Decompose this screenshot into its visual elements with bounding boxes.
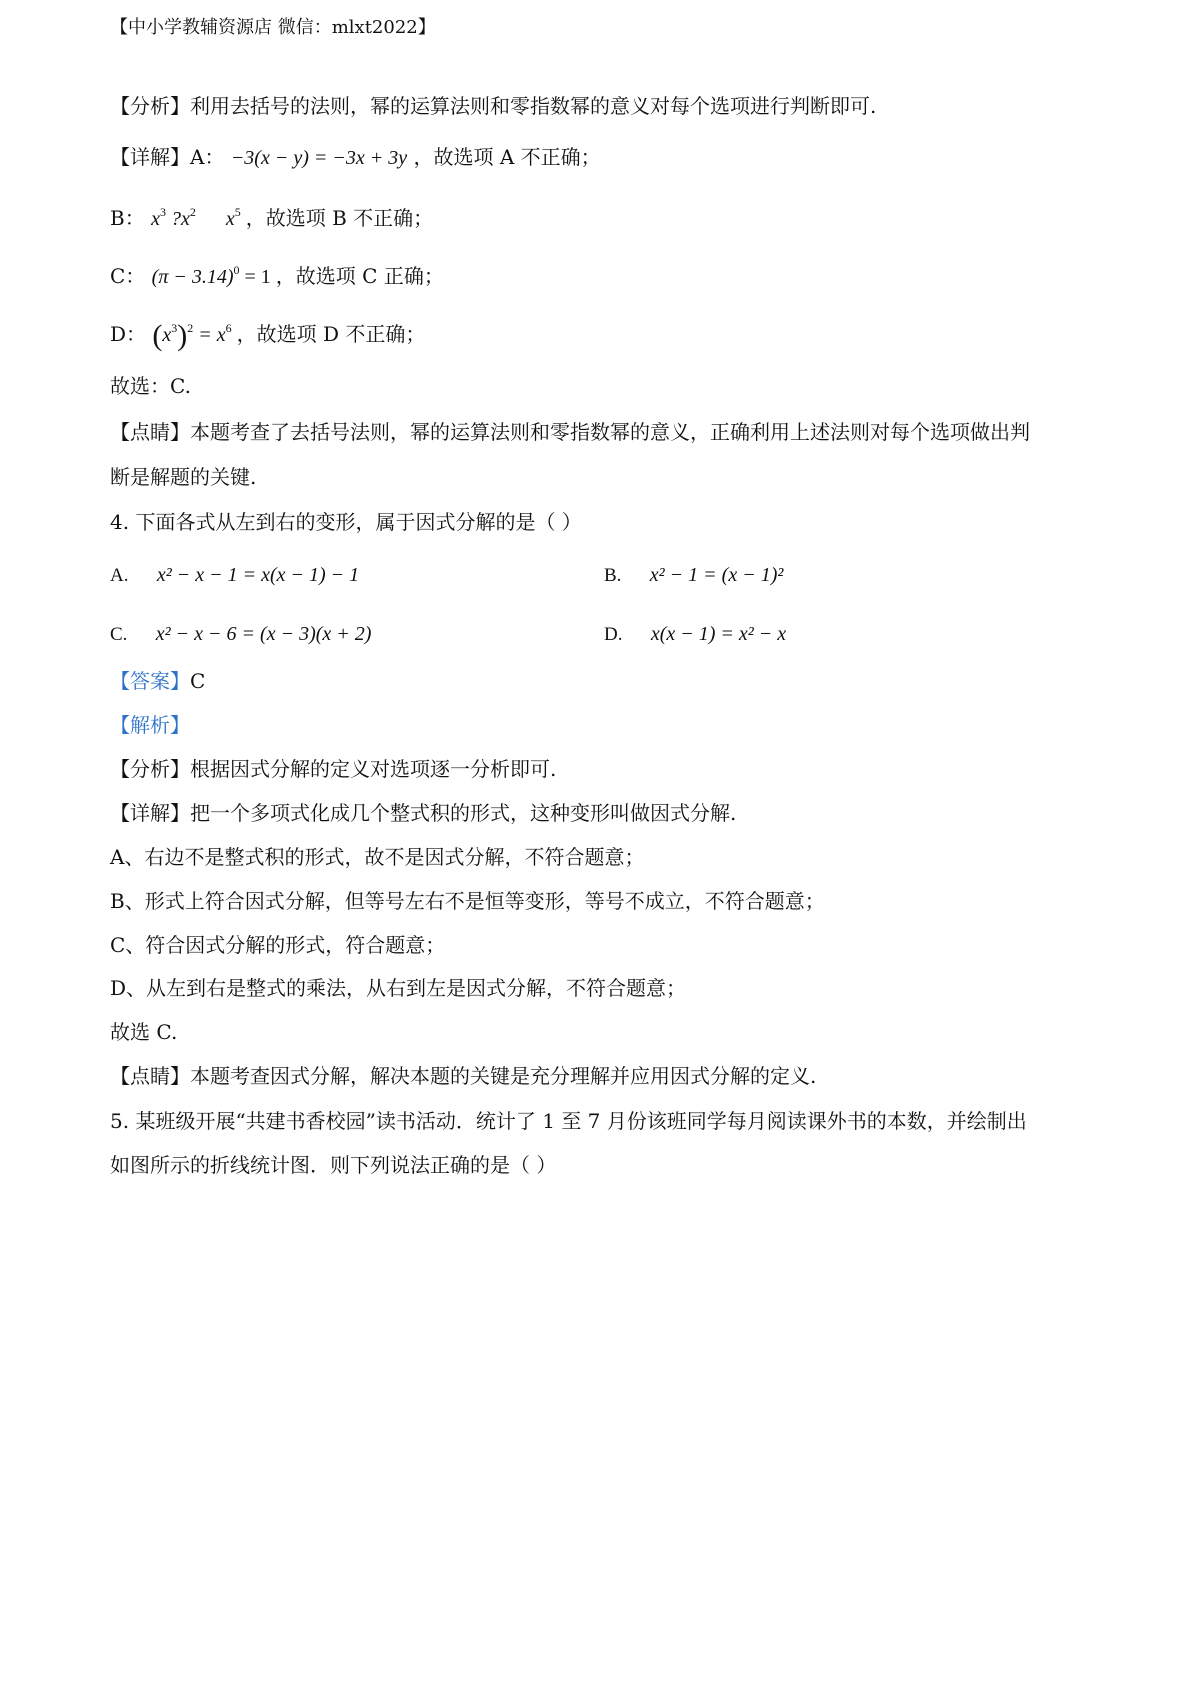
q5-stem-line2: 如图所示的折线统计图．则下列说法正确的是（ ）	[110, 1153, 557, 1177]
q3-comment-line2: 断是解题的关键.	[110, 465, 257, 489]
q3-analysis: 【分析】利用去括号的法则，幂的运算法则和零指数幂的意义对每个选项进行判断即可.	[110, 94, 877, 118]
q3-choice: 故选：C.	[110, 374, 191, 398]
q4-option-b-math: x² − 1 = (x − 1)²	[649, 564, 784, 586]
q3-c-math	[151, 263, 276, 288]
q3-c-suffix: ，故选项 C 正确；	[275, 264, 444, 288]
q3-d-rhs-exp: 6	[225, 321, 232, 335]
q4-detail: 【详解】把一个多项式化成几个整式积的形式，这种变形叫做因式分解.	[110, 801, 737, 825]
q4-option-c-math: x² − x − 6 = (x − 3)(x + 2)	[155, 623, 372, 645]
page-header: 【中小学教辅资源店 微信：mlxt2022】	[110, 17, 436, 38]
q3-b-prefix: B：	[110, 206, 145, 230]
q3-d-suffix: ，故选项 D 不正确；	[236, 322, 426, 346]
q4-line-b: B、形式上符合因式分解，但等号左右不是恒等变形，等号不成立，不符合题意；	[110, 889, 825, 913]
q3-c-exp: 0	[233, 263, 240, 277]
q3-b-base1: x	[151, 208, 160, 230]
q4-comment: 【点睛】本题考查因式分解，解决本题的关键是充分理解并应用因式分解的定义.	[110, 1064, 817, 1088]
q3-d-close-paren: )	[177, 319, 188, 352]
q3-d-outer-exp: 2	[187, 321, 194, 335]
q3-option-c	[110, 262, 444, 291]
q3-d-rhs: = x	[193, 324, 226, 346]
q4-answer-tag: 【答案】	[110, 669, 190, 693]
q3-b-suffix: ，故选项 B 不正确；	[245, 206, 434, 230]
q3-b-exp3: 5	[234, 205, 241, 219]
q3-d-open-paren: (	[152, 319, 163, 352]
q3-option-b	[110, 204, 433, 233]
q4-answer-value: C	[190, 669, 206, 693]
q3-c-expr: (π − 3.14)	[151, 266, 234, 288]
q3-detail-a-math: −3(x − y) = −3x + 3y	[230, 147, 408, 169]
q4-option-c-label: C.	[110, 624, 128, 645]
q4-line-a: A、右边不是整式积的形式，故不是因式分解，不符合题意；	[110, 845, 645, 869]
q4-option-a	[110, 560, 359, 590]
q4-option-a-math: x² − x − 1 = x(x − 1) − 1	[156, 564, 360, 586]
q3-d-inner-base: x	[162, 324, 172, 346]
q3-option-d	[110, 320, 425, 350]
q3-d-inner-exp: 3	[171, 321, 178, 335]
q4-option-b	[604, 560, 783, 590]
q5-stem-line1: 5. 某班级开展“共建书香校园”读书活动．统计了 1 至 7 月份该班同学每月阅读课外书的本数，并绘制出	[110, 1109, 1027, 1133]
q3-c-prefix: C：	[110, 264, 146, 288]
q3-b-exp2: 2	[189, 205, 196, 219]
q4-option-a-label: A.	[110, 565, 129, 586]
q3-detail-a	[110, 143, 601, 172]
q4-option-d-math: x(x − 1) = x² − x	[650, 623, 787, 645]
q3-c-end: = 1	[239, 266, 271, 288]
q4-explain-tag: 【解析】	[110, 713, 190, 737]
q3-b-exp1: 3	[159, 205, 166, 219]
q4-stem: 4. 下面各式从左到右的变形，属于因式分解的是（ ）	[110, 510, 582, 534]
q4-option-b-label: B.	[604, 565, 622, 586]
q4-line-d: D、从左到右是整式的乘法，从右到左是因式分解，不符合题意；	[110, 976, 687, 1000]
q3-d-prefix: D：	[110, 322, 147, 346]
q3-detail-a-suffix: ，故选项 A 不正确；	[413, 145, 601, 169]
q3-b-mid: ?x	[170, 208, 190, 230]
q3-b-base3: x	[225, 208, 235, 230]
q4-option-d	[604, 619, 786, 649]
q4-line-c: C、符合因式分解的形式，符合题意；	[110, 933, 446, 957]
q3-detail-prefix: 【详解】A：	[110, 145, 225, 169]
q3-d-math	[152, 319, 236, 352]
q4-option-c	[110, 619, 371, 649]
q3-b-math	[151, 205, 246, 230]
q4-choice: 故选 C.	[110, 1020, 178, 1044]
q3-comment-line1: 【点睛】本题考查了去括号法则，幂的运算法则和零指数幂的意义，正确利用上述法则对每个选项做出判	[110, 420, 1030, 444]
q4-option-d-label: D.	[604, 624, 623, 645]
q4-answer	[110, 667, 205, 695]
q4-analysis: 【分析】根据因式分解的定义对选项逐一分析即可.	[110, 757, 557, 781]
